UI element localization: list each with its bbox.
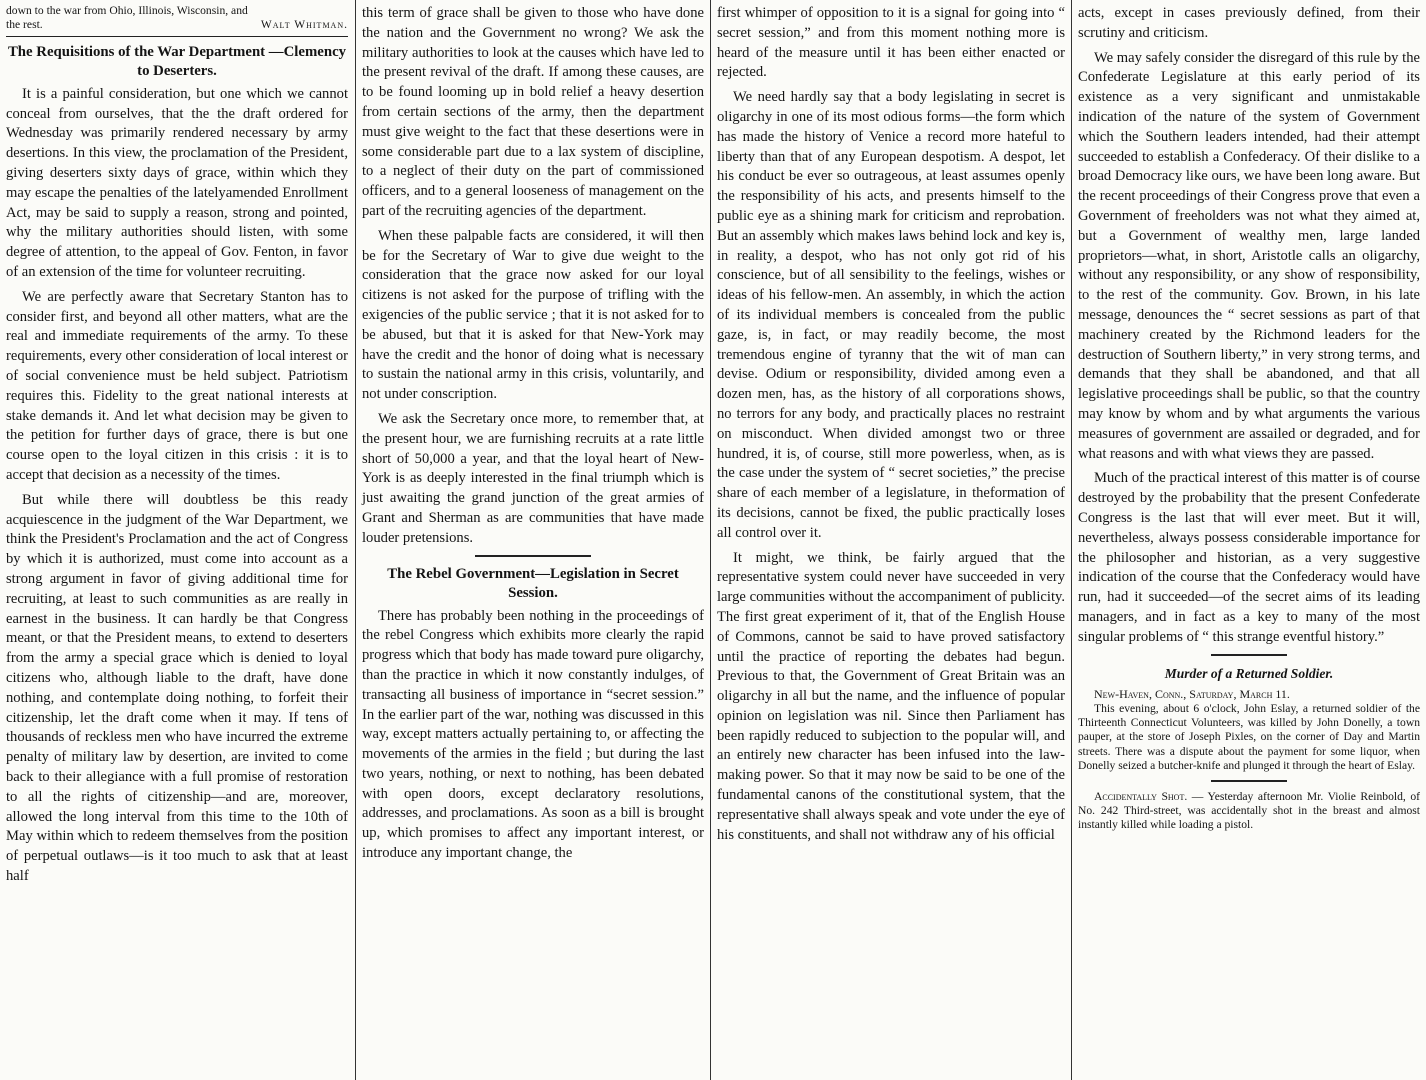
paragraph: But while there will doubtless be this ready acquiescence in the judgment of the War Department, we think the President's Proclamation and the act of Congress by which it is authorized, must come into account as a strong argument in favor of giving additional time for recruiting, at least to such communities as are really in earnest in the business. It can hardly be that Congress meant, or that the President means, to extend to deserters from the army a special grace which is denied to loyal citizens who, although liable to the draft, have done nothing, and contemplate doing nothing, to forfeit their citizenship, let the draft come when it may. If tens of thousands of reckless men who have incurred the extreme penalty of military law by desertion, are invited to come back to their allegiance with a full promise of restoration to all the rights of citizenship—and are, moreover, allowed the long interval from this time to the 10th of May within which to redeem themselves from the position of perpetual outlaws—is it too much to ask that at least half xyxy=(6,491,348,884)
dateline: New-Haven, Conn., Saturday, March 11. xyxy=(1094,686,1290,701)
news-item xyxy=(1078,702,1420,774)
divider xyxy=(475,555,591,557)
article-headline: Murder of a Returned Soldier. xyxy=(1164,665,1334,681)
column-4 xyxy=(1072,0,1426,1080)
paragraph: Much of the practical interest of this matter is of course destroyed by the probability that the present Confederate Congress is the last that will ever meet. But it will, nevertheless, always possess considerable importance for the philosopher and historian, as a very suggestive indication of the course that the Confederacy would have run, had it succeeded—of the secret aims of its leading managers, and in fact as a key to many of the most singular problems of “ this strange eventful history.” xyxy=(1078,470,1420,645)
item-lead: Accidentally Shot. — xyxy=(1094,789,1204,803)
divider xyxy=(1211,780,1286,782)
paragraph: When these palpable facts are considered, it will then be for the Secretary of War to give due weight to the consideration that the grace now asked for our loyal citizens is not asked for the purpose of trifling with the exigencies of the public service ; that it is not asked for to be abused, but that it is asked for that New-York may have the credit and the honor of doing what is necessary to sustain the national army in this crisis, voluntarily, and not under conscription. xyxy=(362,227,704,403)
item-text: Yesterday afternoon Mr. Violie Reinbold, of No. 242 Third-street, was accidentally shot in the breast and almost instantly killed while loading a pistol. xyxy=(1078,789,1420,832)
paragraph: We are perfectly aware that Secretary Stanton has to consider first, and beyond all other matters, what are the real and immediate requirements of the army. To these requirements, every other consideration of local interest or of social convenience must be held subject. Patriotism requires this. Fidelity to the great national interests at stake demands it. And let what decision may be given to the petition for further days of grace, there is but one course open to the loyal citizen in this crisis : it is to accept that decision as a necessity of the times. xyxy=(6,288,349,483)
paragraph: This evening, about 6 o'clock, John Eslay, a returned soldier of the Thirteenth Connecticut Volunteers, was killed by John Donelly, a town pauper, at the store of Joseph Pixles, on the corner of Day and Martin streets. There was a dispute about the payment for some liquor, when Donelly seized a butcher-knife and plunged it through the heart of Eslay. xyxy=(1078,701,1420,773)
intro-line: down to the war from Ohio, Illinois, Wisconsin, and xyxy=(6,4,248,17)
column-2 xyxy=(356,0,710,1080)
column-3 xyxy=(711,0,1071,1080)
byline: Walt Whitman. xyxy=(260,19,348,32)
column-1 xyxy=(0,0,354,1080)
divider xyxy=(1211,654,1286,656)
news-item xyxy=(1078,790,1420,833)
intro-fragment xyxy=(6,4,348,33)
article-headline: The Requisitions of the War Department —Clemency to Deserters. xyxy=(7,43,347,79)
paragraph: There has probably been nothing in the proceedings of the rebel Congress which exhibits more clearly the rapid progress which that body has made toward pure oligarchy, than the practice in which it now constantly indulges, of transacting all business of importance in “secret session.” In the earlier part of the war, nothing was discussed in this way, except matters actually pertaining to, or affecting the movements of the armies in the field ; but during the last two years, nothing, or next to nothing, has been debated with open doors, except declaratory resolutions, addresses, and proclamations. As soon as a bill is brought up, which promises to affect any important interest, or introduce any important change, the xyxy=(362,607,704,862)
paragraph: We may safely consider the disregard of this rule by the Confederate Legislature at this early period of its existence as a very significant and unmistakable indication of the nature of the system of Government which the Southern leaders intended, had their attempt succeeded to establish a Confederacy. Of their dislike to a broad Democracy like ours, we have been long aware. But the recent proceedings of their Congress prove that even a Government of freeholders was not what they aimed at, but a Government of wealthy men, large landed proprietors—what, in short, Aristotle calls an oligarchy, without any responsibility, or any show of responsibility, to the rest of the community. Gov. Brown, in his late message, denounces the “ secret sessions as part of that machinery created by the Richmond leaders for the destruction of Southern liberty,” in very strong terms, and demands that they shall be abandoned, and that all legislative proceedings shall be public, so that the country may know by whom and by what arguments the various measures of government are assailed or degraded, and for what reasons and with what views they are passed. xyxy=(1078,49,1420,462)
paragraph: acts, except in cases previously defined, from their scrutiny and criticism. xyxy=(1078,5,1420,41)
paragraph: We need hardly say that a body legislating in secret is oligarchy in one of its most odious forms—the form which has made the history of Venice a record more hateful to liberty than that of any European despotism. A despot, let his conduct be ever so outrageous, at least assumes openly the responsibility of his acts, and presents himself to the public eye as a shining mark for criticism and reprobation. But an assembly which makes laws behind lock and key is, in reality, a despot, who has not only got rid of his conscience, but of all sensibility to the feelings, wishes or ideas of his fellow-men. An assembly, in which the action of its individual members is concealed from the public gaze, is, in fact, or may readily become, the most tremendous engine of tyranny that the wit of man can devise. Odium or responsibility, divided among even a dozen men, has, as the history of all corporations shows, no terrors for any body, and practically places no restraint on misconduct. When divided amongst two or three hundred, it is, of course, still more powerless, when, as is the case under the system of “ secret societies,” the precise share of each member of a legislature, in theformation of its decisions, cannot be fixed, the public practically loses all control over it. xyxy=(717,89,1065,541)
divider xyxy=(6,36,348,37)
paragraph: It is a painful consideration, but one which we cannot conceal from ourselves, that the the draft ordered for Wednesday was primarily rendered necessary by army desertions. In this view, the proclamation of the President, giving deserters sixty days of grace, within which they may escape the penalties of the latelyamended Enrollment Act, may be said to supply a reason, strong and pointed, why the military authorities should listen, with some degree of attention, to the appeal of Gov. Fenton, in favor of an extension of the time for volunteer recruiting. xyxy=(6,85,348,280)
article-headline: The Rebel Government—Legislation in Secret Session. xyxy=(387,565,679,601)
paragraph: first whimper of opposition to it is a signal for going into “ secret session,” and from this moment nothing more is heard of the measure until it has been either enacted or rejected. xyxy=(717,5,1065,81)
paragraph: It might, we think, be fairly argued that the representative system could never have succeeded in very large communities without the accompaniment of publicity. The first great experiment of it, that of the English House of Commons, cannot be said to have proved satisfactory until the practice of reporting the debates had begun. Previous to that, the Government of Great Britain was an oligarchy in all but the name, and the influence of popular opinion on legislation was nil. Since then Parliament has been rapidly reduced to subjection to the popular will, and an entirely new character has been infused into the law-making power. So that it may now be said to be one of the fundamental canons of the constitutional system, that the representative shall always speak and vote under the eye of his constituents, and shall not withdraw any of his official xyxy=(717,549,1065,843)
paragraph: We ask the Secretary once more, to remember that, at the present hour, we are furnishing recruits at a rate little short of 50,000 a year, and that the loyal heart of New-York is as deeply interested in the final triumph which is just awaiting the grand junction of the great armies of Grant and Sherman as are communities that have made louder pretensions. xyxy=(362,410,704,546)
intro-line: the rest. xyxy=(6,18,43,32)
paragraph: this term of grace shall be given to those who have done the nation and the Government no wrong? We ask the military authorities to look at the causes which have led to the present revival of the draft. If among these causes, are to be found looming up in bold relief a heavy desertion from certain sections of the army, then the department must give weight to the fact that these desertions were in some considerable part due to a lax system of discipline, to a neglect of their duty on the part of commissioned officers, and to a general looseness of management on the part of the recruiting agencies of the department. xyxy=(362,5,704,219)
